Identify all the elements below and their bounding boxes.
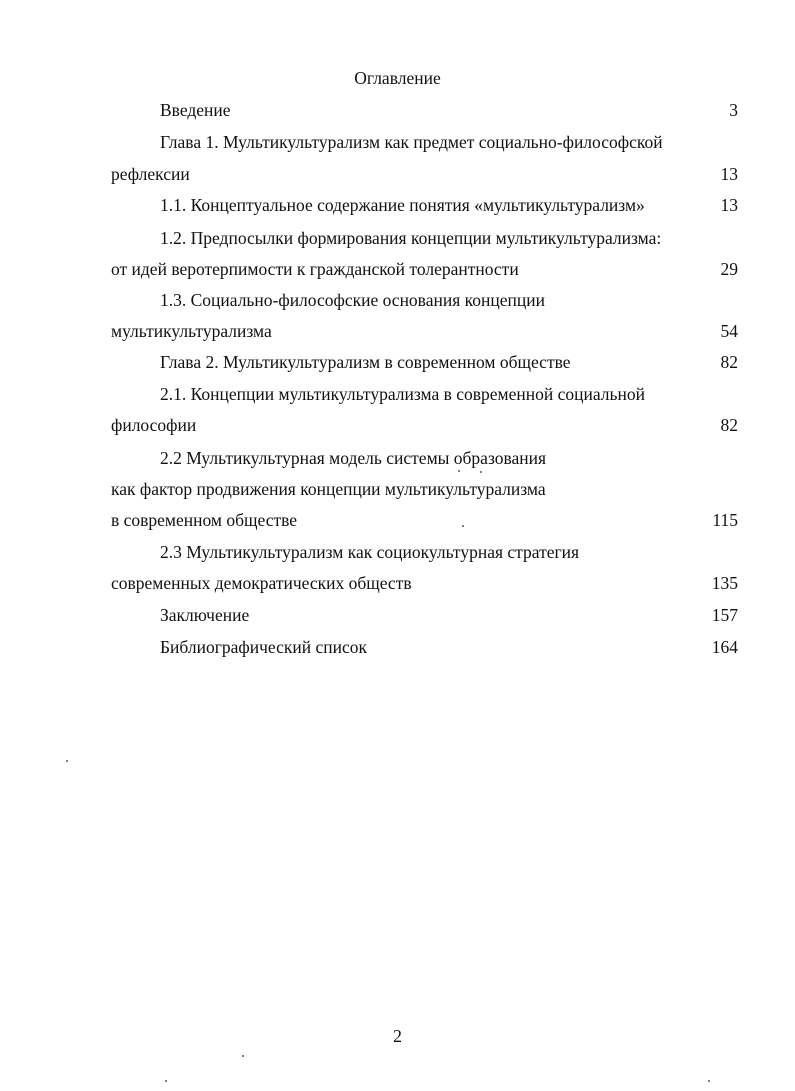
toc-page-section-2-2: 115	[712, 510, 738, 530]
toc-entry-section-2-1: 2.1. Концепции мультикультурализма в современной социальной	[160, 384, 645, 404]
toc-entry-chapter-2: Глава 2. Мультикультурализм в современном обществе	[160, 352, 571, 372]
toc-entry-chapter-1: Глава 1. Мультикультурализм как предмет социально-философской	[160, 132, 663, 152]
scan-speck	[165, 1080, 167, 1082]
toc-entry-chapter-1-cont: рефлексии	[111, 164, 190, 184]
toc-page-section-2-3: 135	[711, 573, 738, 593]
toc-entry-conclusion: Заключение	[160, 605, 250, 625]
toc-entry-section-1-3: 1.3. Социально-философские основания концепции	[160, 290, 545, 310]
toc-entry-section-2-2-cont-2: в современном обществе	[111, 510, 298, 530]
scan-speck	[458, 470, 460, 472]
toc-page-section-1-1: 13	[720, 195, 738, 215]
scan-speck	[480, 471, 482, 473]
toc-entry-section-2-2: 2.2 Мультикультурная модель системы образования	[160, 448, 547, 468]
toc-page-section-2-1: 82	[720, 415, 738, 435]
toc-entry-section-2-2-cont-1: как фактор продвижения концепции мультикультурализма	[111, 479, 546, 499]
toc-entry-bibliography: Библиографический список	[160, 637, 368, 657]
toc-entry-section-1-2-cont: от идей веротерпимости к гражданской толерантности	[111, 259, 519, 279]
toc-page-chapter-2: 82	[720, 352, 738, 372]
page-number: 2	[393, 1026, 402, 1046]
toc-entry-section-2-3: 2.3 Мультикультурализм как социокультурная стратегия	[160, 542, 580, 562]
toc-entry-section-2-3-cont: современных демократических обществ	[111, 573, 412, 593]
toc-entry-introduction: Введение	[160, 100, 231, 120]
toc-page-bibliography: 164	[711, 637, 738, 657]
toc-entry-section-2-1-cont: философии	[111, 415, 197, 435]
toc-page-chapter-1: 13	[720, 164, 738, 184]
scan-speck	[66, 760, 68, 762]
scan-speck	[462, 525, 464, 527]
toc-entry-section-1-3-cont: мультикультурализма	[111, 321, 272, 341]
toc-title: Оглавление	[354, 68, 441, 88]
scan-speck	[242, 1055, 244, 1057]
toc-page-section-1-3: 54	[720, 321, 738, 341]
toc-page-section-1-2: 29	[720, 259, 738, 279]
toc-entry-section-1-2: 1.2. Предпосылки формирования концепции мультикультурализма:	[160, 228, 662, 248]
scan-speck	[708, 1080, 710, 1082]
toc-page-introduction: 3	[729, 100, 738, 120]
toc-entry-section-1-1: 1.1. Концептуальное содержание понятия «мультикультурализм»	[160, 195, 645, 215]
toc-page-conclusion: 157	[711, 605, 738, 625]
